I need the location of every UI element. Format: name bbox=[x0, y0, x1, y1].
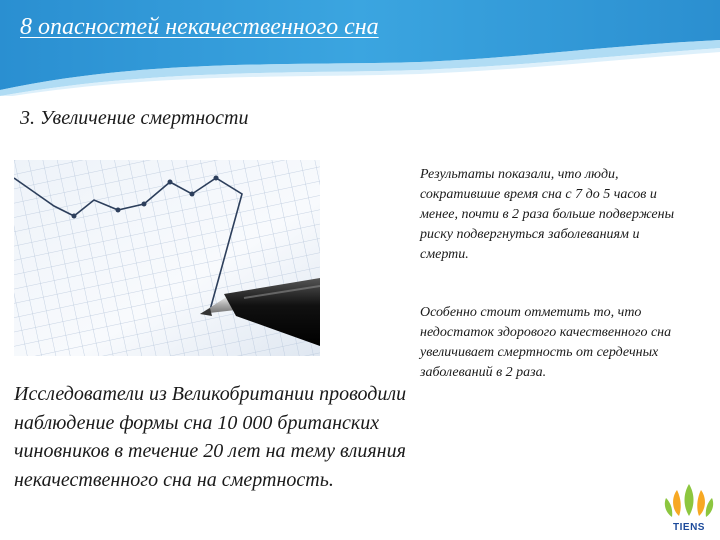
results-paragraph: Результаты показали, что люди, сократившие время сна с 7 до 5 часов и менее, почти в 2 раза больше подвержены риску подвергнуться заболеваниям и смерти. bbox=[420, 167, 675, 262]
pen-on-graph-paper-image bbox=[14, 160, 320, 356]
note-paragraph: Особенно стоит отметить то, что недостаток здорового качественного сна увеличивает смертность от сердечных заболеваний в 2 раза. bbox=[420, 305, 672, 380]
research-paragraph: Исследователи из Великобритании проводили наблюдение формы сна 10 000 британских чиновников в течение 20 лет на тему влияния некачественного сна на смертность. bbox=[14, 383, 407, 491]
slide-title: 8 опасностей некачественного сна bbox=[20, 14, 379, 40]
tiens-logo bbox=[660, 478, 718, 536]
logo-wordmark: TIENS bbox=[673, 522, 705, 533]
section-title: 3. Увеличение смертности bbox=[20, 107, 249, 129]
tiens-logo-mark-icon bbox=[660, 478, 718, 522]
